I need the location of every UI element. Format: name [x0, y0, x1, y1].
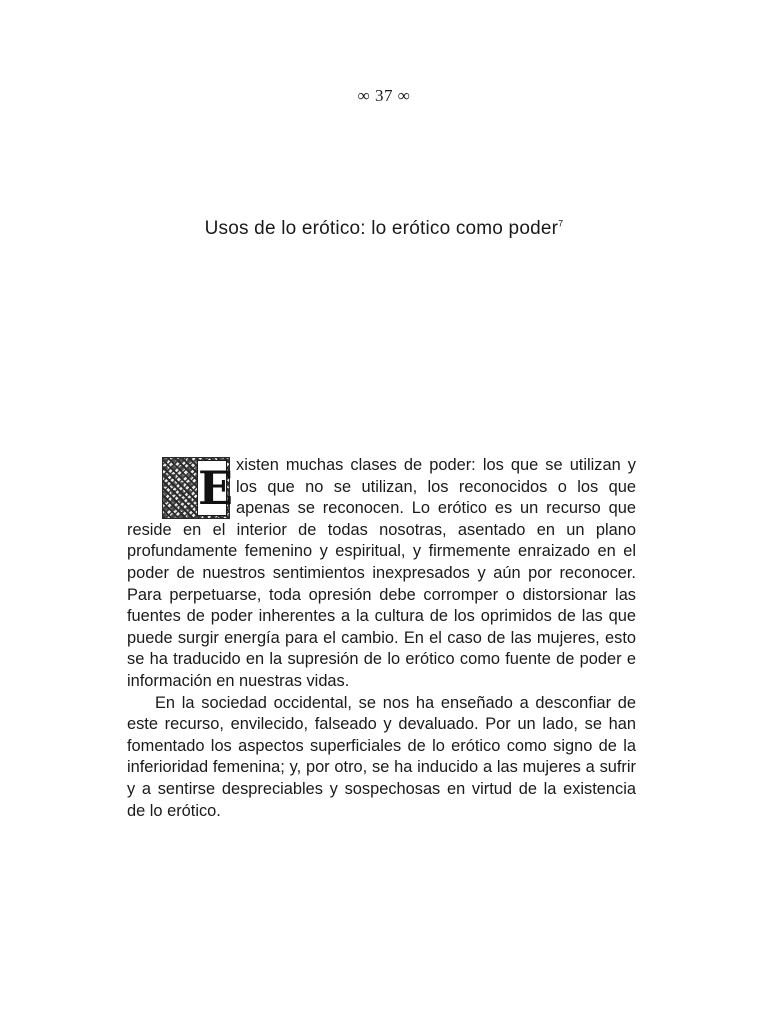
- drop-cap-ornament: [162, 457, 234, 519]
- paragraph-1: xisten muchas clases de poder: los que se utilizan y los que no se utilizan, los reconocidos o los que apenas se reconocen. Lo erótico es un recurso que reside en el interior de todas nosotras, asentado en un plano profundamente femenino y espiritual, y firmemente enraizado en el poder de nuestros sentimientos inexpresados y aún por reconocer. Para perpetuarse, toda opresión debe corromper o distorsionar las fuentes de poder inherentes a la cultura de los oprimidos de las que puede surgir energía para el cambio. En el caso de las mujeres, esto se ha traducido en la supresión de lo erótico como fuente de poder e información en nuestras vidas.: [127, 456, 636, 690]
- paragraph-2: En la sociedad occidental, se nos ha enseñado a desconfiar de este recurso, envilecido, falseado y devaluado. Por un lado, se han fomentado los aspectos superficiales de lo erótico como signo de la inferioridad femenina; y, por otro, se ha inducido a las mujeres a sufrir y a sentirse despreciables y sospechosas en virtud de la existencia de lo erótico.: [127, 693, 636, 820]
- footnote-mark: 7: [558, 218, 564, 229]
- drop-cap-letter: E: [198, 461, 234, 515]
- page-number: ∞ 37 ∞: [357, 86, 411, 105]
- body-text: [127, 455, 636, 822]
- chapter-title: [0, 218, 768, 240]
- chapter-title-text: Usos de lo erótico: lo erótico como poder: [204, 218, 559, 239]
